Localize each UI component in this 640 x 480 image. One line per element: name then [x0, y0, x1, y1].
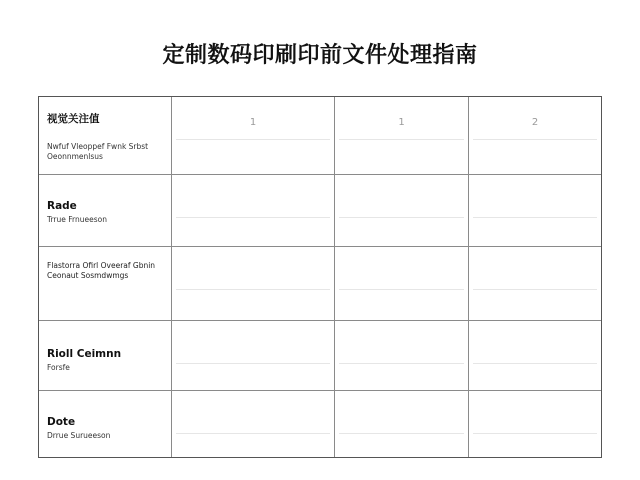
- row-subtitle: Trrue Frnueeson: [47, 215, 107, 224]
- cell-divider: [176, 289, 330, 290]
- row-label-2: [39, 175, 172, 247]
- cell-divider: [339, 217, 464, 218]
- cell-divider: [176, 217, 330, 218]
- table-cell: [335, 97, 469, 175]
- table-cell: [469, 247, 601, 321]
- cell-divider: [473, 289, 597, 290]
- row-title: Dote: [47, 416, 76, 428]
- cell-divider: [339, 289, 464, 290]
- table-cell: [172, 97, 335, 175]
- row-subtitle: Forsfe: [47, 363, 70, 372]
- spec-table: [38, 96, 602, 458]
- row-subtitle: Drrue Surueeson: [47, 431, 111, 440]
- row-title: Flastorra Ofirl Oveeraf Gbnin Ceonaut Sosmdwmgs: [47, 261, 156, 280]
- row-label-4: [39, 321, 172, 391]
- cell-divider: [339, 139, 464, 140]
- cell-divider: [473, 139, 597, 140]
- table-cell: [335, 247, 469, 321]
- column-number: 2: [531, 117, 539, 128]
- row-label-1: [39, 97, 172, 175]
- cell-divider: [176, 433, 330, 434]
- table-cell: [172, 321, 335, 391]
- row-subtitle: Nwfuf Vleoppef Fwnk Srbst Oeonnmenlsus: [47, 142, 149, 161]
- table-cell: [469, 321, 601, 391]
- row-title: 视觉关注值: [47, 113, 100, 125]
- row-label-5: [39, 391, 172, 457]
- table-cell: [172, 175, 335, 247]
- row-title: Rade: [47, 200, 77, 212]
- table-cell: [172, 391, 335, 457]
- table-cell: [469, 175, 601, 247]
- table-cell: [469, 97, 601, 175]
- page-title: 定制数码印刷印前文件处理指南: [162, 43, 478, 68]
- table-cell: [335, 175, 469, 247]
- column-number: 1: [249, 117, 257, 128]
- cell-divider: [473, 217, 597, 218]
- cell-divider: [176, 139, 330, 140]
- cell-divider: [339, 363, 464, 364]
- table-cell: [335, 321, 469, 391]
- row-label-3: [39, 247, 172, 321]
- cell-divider: [473, 433, 597, 434]
- row-title: Rioll Ceimnn: [47, 348, 122, 360]
- table-cell: [172, 247, 335, 321]
- column-number: 1: [398, 117, 405, 128]
- table-cell: [335, 391, 469, 457]
- cell-divider: [473, 363, 597, 364]
- cell-divider: [176, 363, 330, 364]
- table-cell: [469, 391, 601, 457]
- cell-divider: [339, 433, 464, 434]
